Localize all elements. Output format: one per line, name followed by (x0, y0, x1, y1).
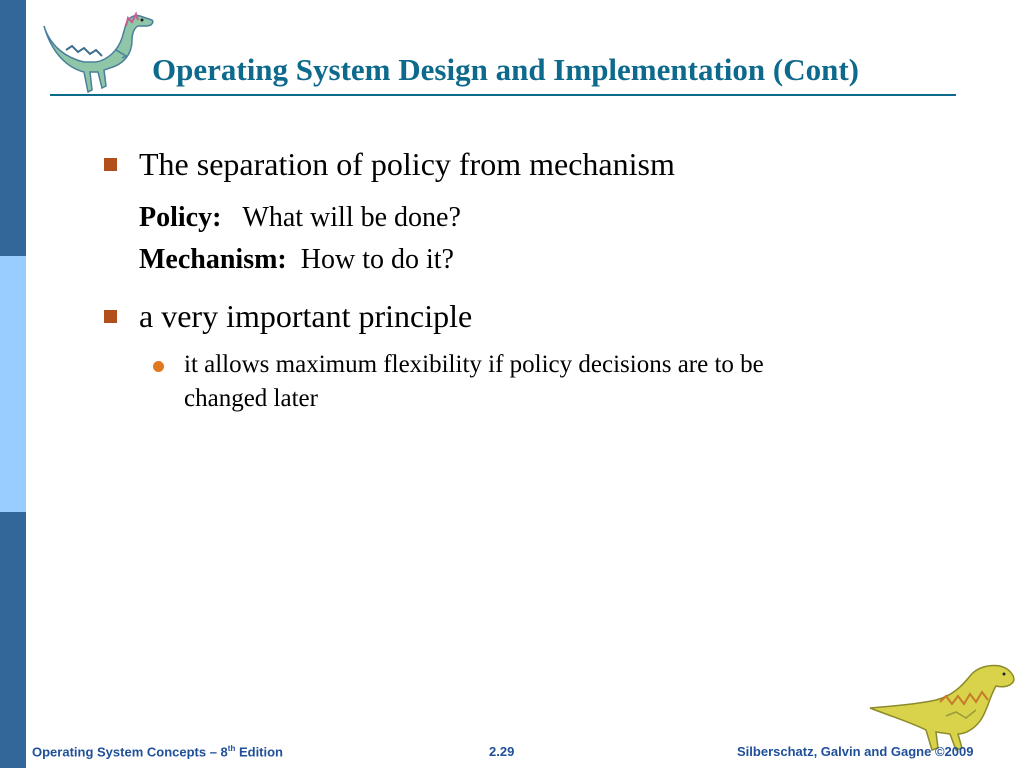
definition-mechanism (139, 244, 454, 276)
bullet-text: The separation of policy from mechanism (139, 146, 675, 182)
footer-book-title: Operating System Concepts – 8th Edition (32, 744, 284, 760)
definition-desc: How to do it? (300, 244, 454, 275)
sub-bullet-text: changed later (184, 385, 318, 412)
sub-bullet-text: it allows maximum flexibility if policy decisions are to be (184, 351, 764, 378)
bullet-text: a very important principle (139, 298, 473, 334)
bullet-dot-icon (153, 361, 164, 372)
footer-page-number: 2.29 (489, 744, 515, 759)
definition-desc: What will be done? (242, 202, 461, 233)
footer-copyright: Silberschatz, Galvin and Gagne ©2009 (737, 744, 974, 759)
definition-term: Policy: (139, 202, 222, 233)
bullet-square-icon (104, 158, 117, 171)
bullet-square-icon (104, 310, 117, 323)
slide-title: Operating System Design and Implementation (Cont) (152, 52, 859, 87)
definition-policy (139, 202, 461, 234)
definition-term: Mechanism: (139, 244, 287, 275)
dinosaur-bottom-icon (866, 656, 1018, 754)
